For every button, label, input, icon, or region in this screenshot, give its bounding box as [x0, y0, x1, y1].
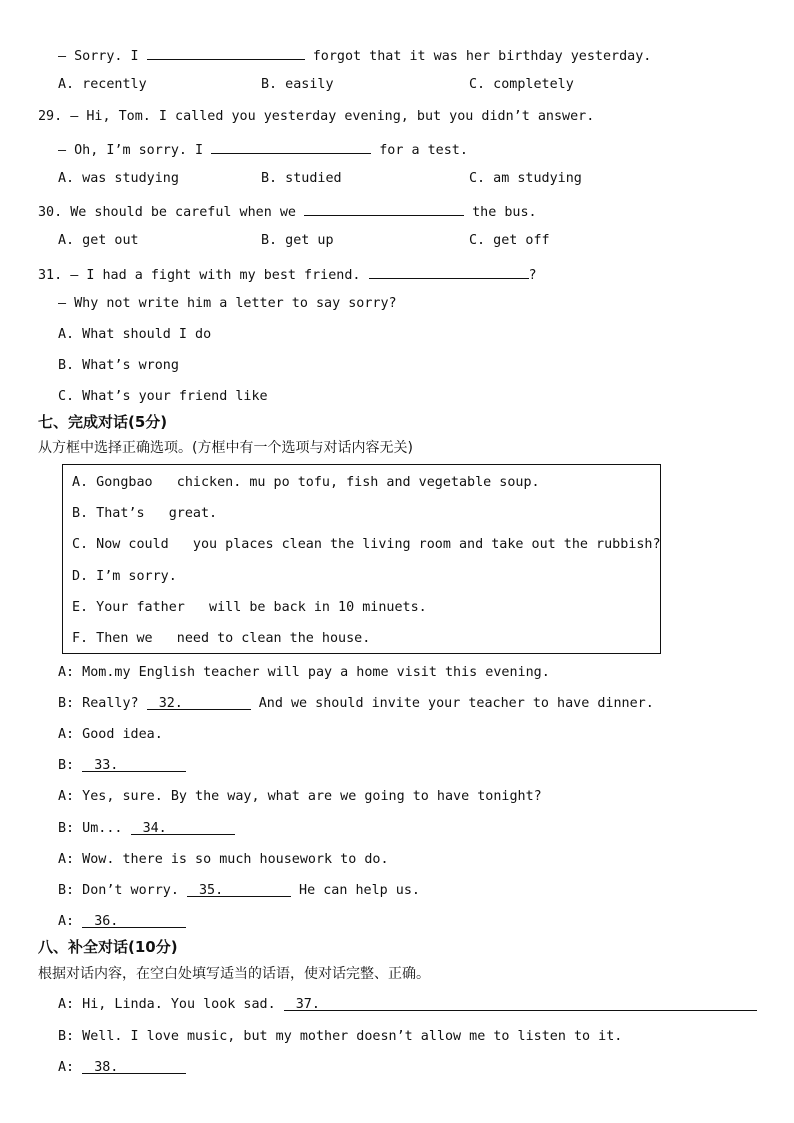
- blank-36[interactable]: 36.: [82, 913, 186, 928]
- dialog7-line-4-pre: B:: [58, 758, 83, 773]
- q28-option-b[interactable]: B. easily: [261, 77, 334, 92]
- q28-text-post: forgot that it was her birthday yesterday.: [304, 49, 652, 64]
- dialog7-line-2-post: And we should invite your teacher to have dinner.: [250, 696, 654, 711]
- section8-heading: 八、补全对话(10分): [38, 938, 178, 956]
- section7-instruction: 从方框中选择正确选项。(方框中有一个选项与对话内容无关): [38, 440, 413, 456]
- q30-option-a[interactable]: A. get out: [58, 233, 139, 248]
- blank-35[interactable]: 35.: [187, 882, 291, 897]
- box-option-c: C. Now could you places clean the living room and take out the rubbish?: [72, 537, 661, 552]
- dialog7-line-3: A: Good idea.: [58, 727, 163, 742]
- q29-text-pre: — Oh, I’m sorry. I: [58, 143, 212, 158]
- dialog8-line-1: [58, 996, 757, 1014]
- q31-response: — Why not write him a letter to say sorry?: [58, 296, 397, 311]
- q31-text-post: ?: [528, 268, 537, 283]
- dialog7-line-8-post: He can help us.: [291, 883, 420, 898]
- box-option-d: D. I’m sorry.: [72, 569, 177, 584]
- box-option-a: A. Gongbao chicken. mu po tofu, fish and vegetable soup.: [72, 475, 540, 490]
- q28-line: [58, 45, 651, 63]
- section8-instruction: 根据对话内容，在空白处填写适当的话语，使对话完整、正确。: [38, 966, 430, 982]
- q30-answer-blank[interactable]: [304, 201, 464, 216]
- dialog7-line-6: [58, 820, 235, 838]
- q29-question: 29. — Hi, Tom. I called you yesterday evening, but you didn’t answer.: [38, 109, 595, 124]
- q28-option-a[interactable]: A. recently: [58, 77, 147, 92]
- q31-question: [38, 264, 537, 282]
- dialog7-line-9-pre: A:: [58, 914, 83, 929]
- dialog7-line-9: [58, 913, 186, 931]
- dialog7-line-6-pre: B: Um...: [58, 821, 131, 836]
- dialog7-line-8-pre: B: Don’t worry.: [58, 883, 187, 898]
- q30-option-b[interactable]: B. get up: [261, 233, 334, 248]
- q28-option-c[interactable]: C. completely: [469, 77, 574, 92]
- q28-text-pre: — Sorry. I: [58, 49, 147, 64]
- q29-answer-blank[interactable]: [211, 139, 371, 154]
- box-option-b: B. That’s great.: [72, 506, 218, 521]
- q30-text-pre: 30. We should be careful when we: [38, 205, 305, 220]
- box-option-f: F. Then we need to clean the house.: [72, 631, 371, 646]
- section7-heading: 七、完成对话(5分): [38, 413, 168, 431]
- dialog7-line-2: [58, 695, 654, 713]
- options-box: [62, 464, 661, 654]
- blank-37[interactable]: 37.: [284, 996, 757, 1011]
- q30-question: [38, 201, 537, 219]
- blank-34[interactable]: 34.: [131, 820, 235, 835]
- blank-33[interactable]: 33.: [82, 757, 186, 772]
- q29-option-a[interactable]: A. was studying: [58, 171, 179, 186]
- blank-38[interactable]: 38.: [82, 1059, 186, 1074]
- q29-line: [58, 139, 468, 157]
- dialog8-line-1-pre: A: Hi, Linda. You look sad.: [58, 997, 284, 1012]
- q30-text-post: the bus.: [464, 205, 537, 220]
- dialog7-line-5: A: Yes, sure. By the way, what are we going to have tonight?: [58, 789, 542, 804]
- q31-option-c[interactable]: C. What’s your friend like: [58, 389, 268, 404]
- q31-text-pre: 31. — I had a fight with my best friend.: [38, 268, 369, 283]
- blank-32[interactable]: 32.: [147, 695, 251, 710]
- q28-answer-blank[interactable]: [147, 45, 305, 60]
- box-option-e: E. Your father will be back in 10 minuets.: [72, 600, 427, 615]
- q31-option-b[interactable]: B. What’s wrong: [58, 358, 179, 373]
- q29-option-c[interactable]: C. am studying: [469, 171, 582, 186]
- q29-option-b[interactable]: B. studied: [261, 171, 342, 186]
- dialog7-line-1: A: Mom.my English teacher will pay a home visit this evening.: [58, 665, 550, 680]
- dialog7-line-7: A: Wow. there is so much housework to do.: [58, 852, 389, 867]
- q31-answer-blank[interactable]: [369, 264, 529, 279]
- q30-option-c[interactable]: C. get off: [469, 233, 550, 248]
- dialog7-line-2-pre: B: Really?: [58, 696, 147, 711]
- q31-option-a[interactable]: A. What should I do: [58, 327, 212, 342]
- q29-text-post: for a test.: [371, 143, 468, 158]
- dialog7-line-4: [58, 757, 186, 775]
- dialog8-line-2: B: Well. I love music, but my mother doesn’t allow me to listen to it.: [58, 1029, 623, 1044]
- dialog7-line-8: [58, 882, 420, 900]
- dialog8-line-3: [58, 1059, 186, 1077]
- dialog8-line-3-pre: A:: [58, 1060, 83, 1075]
